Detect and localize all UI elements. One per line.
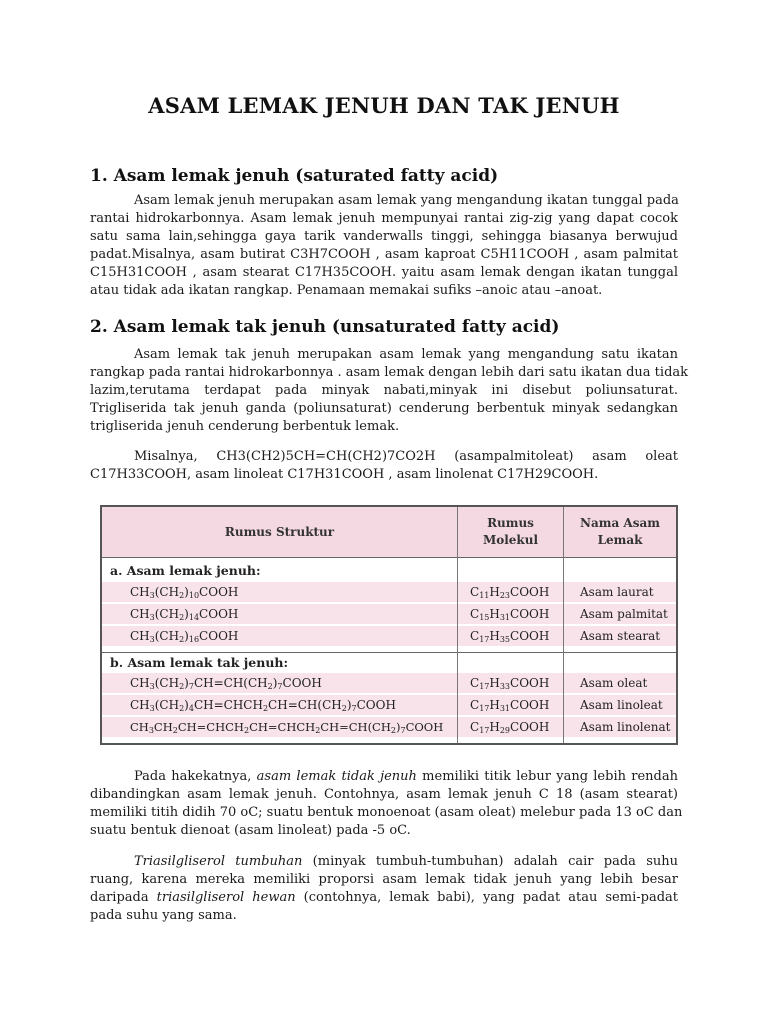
fatty-acid-table: [100, 505, 678, 745]
row-formula: $C_{17}H_{31}COOH$: [470, 698, 550, 713]
row-formula: $C_{17}H_{35}COOH$: [470, 629, 550, 644]
text-run: Pada hakekatnya,: [134, 769, 257, 784]
text-line: Asam lemak jenuh merupakan asam lemak yang mengandung ikatan tunggal pada: [134, 193, 679, 208]
row-acid-name: Asam oleat: [580, 676, 648, 690]
row-acid-name: Asam linolenat: [580, 720, 671, 734]
emphasis-text: Triasilgliserol tumbuhan: [134, 854, 303, 869]
row-structure: $CH_3(CH_2)_4CH=CHCH_2CH=CH(CH_2)_7COOH$: [130, 698, 396, 713]
table-divider: [102, 652, 676, 653]
text-line: rantai hidrokarbonnya. Asam lemak jenuh mempunyai rantai zig-zig yang dapat cocok: [90, 211, 678, 226]
text-line: memiliki titih didih 70 oC; suatu bentuk monoenoat (asam oleat) melebur pada 13 oC dan: [90, 805, 683, 820]
row-structure: $CH_3CH_2CH=CHCH_2CH=CHCH_2CH=CH(CH_2)_7COOH$: [130, 720, 444, 735]
section-1-heading: 1. Asam lemak jenuh (saturated fatty acid): [90, 166, 499, 186]
text-line: padat.Misalnya, asam butirat C3H7COOH , asam kaproat C5H11COOH , asam palmitat: [90, 247, 678, 262]
triacylglycerol-paragraph: [90, 853, 678, 925]
text-run: (minyak tumbuh-tumbuhan) adalah cair pada suhu: [302, 854, 678, 869]
text-line: suatu bentuk dienoat (asam linoleat) pada -5 oC.: [90, 823, 411, 838]
header-structure: Rumus Struktur: [224, 524, 335, 539]
text-line: satu sama lain,sehingga gaya tarik vanderwalls tinggi, sehingga biasanya berwujud: [90, 229, 678, 244]
row-formula: $C_{15}H_{31}COOH$: [470, 607, 550, 622]
row-structure: $CH_3(CH_2)_{14}COOH$: [130, 607, 239, 622]
emphasis-text: triasilgliserol hewan: [156, 890, 296, 905]
text-line: Misalnya, CH3(CH2)5CH=CH(CH2)7CO2H (asampalmitoleat) asam oleat: [134, 449, 678, 464]
header-molecular-line1: Rumus: [487, 516, 534, 530]
row-formula: $C_{11}H_{23}COOH$: [470, 585, 550, 600]
section-a-label: a. Asam lemak jenuh:: [110, 563, 261, 578]
section-1-paragraph: [90, 192, 678, 300]
text-run: (contohnya, lemak babi), yang padat atau semi-padat: [295, 890, 678, 905]
row-acid-name: Asam palmitat: [580, 607, 668, 621]
text-run: memiliki titik lebur yang lebih rendah: [416, 769, 678, 784]
row-acid-name: Asam stearat: [580, 629, 661, 643]
row-structure: $CH_3(CH_2)_{10}COOH$: [130, 585, 239, 600]
row-formula: $C_{17}H_{29}COOH$: [470, 720, 550, 735]
text-line: [90, 768, 678, 786]
row-acid-name: Asam linoleat: [580, 698, 663, 712]
text-line: C15H31COOH , asam stearat C17H35COOH. yaitu asam lemak dengan ikatan tunggal: [90, 265, 678, 280]
text-line: ruang, karena mereka memiliki proporsi asam lemak tidak jenuh yang lebih besar: [90, 872, 678, 887]
header-name-line1: Nama Asam: [580, 516, 660, 530]
text-line: lazim,terutama terdapat pada minyak nabati,minyak ini disebut poliunsaturat.: [90, 383, 678, 398]
header-molecular: [458, 507, 563, 557]
text-line: Trigliserida tak jenuh ganda (poliunsaturat) cenderung berbentuk minyak sedangkan: [90, 401, 678, 416]
emphasis-text: asam lemak tidak jenuh: [256, 769, 417, 784]
melting-point-paragraph: [90, 768, 683, 840]
column-divider: [457, 507, 458, 743]
row-formula: $C_{17}H_{33}COOH$: [470, 676, 550, 691]
section-2-paragraph: [90, 346, 689, 436]
text-line: dibandingkan asam lemak jenuh. Contohnya, asam lemak jenuh C 18 (asam stearat): [90, 787, 678, 802]
column-divider: [563, 507, 564, 743]
text-line: [90, 889, 678, 907]
text-line: [90, 853, 678, 871]
section-b-label: b. Asam lemak tak jenuh:: [110, 655, 289, 670]
text-line: trigliserida jenuh cenderung berbentuk lemak.: [90, 419, 400, 434]
row-structure: $CH_3(CH_2)_7CH=CH(CH_2)_7COOH$: [130, 676, 322, 691]
text-line: rangkap pada rantai hidrokarbonnya . asam lemak dengan lebih dari satu ikatan dua tidak: [90, 365, 689, 380]
text-run: daripada: [90, 890, 157, 905]
header-name: [564, 507, 676, 557]
header-molecular-line2: Molekul: [482, 533, 539, 547]
text-line: pada suhu yang sama.: [90, 908, 237, 923]
text-line: Asam lemak tak jenuh merupakan asam lemak yang mengandung satu ikatan: [134, 347, 678, 362]
row-structure: $CH_3(CH_2)_{16}COOH$: [130, 629, 239, 644]
header-name-line2: Lemak: [597, 533, 643, 547]
page-title: ASAM LEMAK JENUH DAN TAK JENUH: [148, 93, 620, 118]
examples-paragraph: [90, 448, 678, 484]
section-2-heading: 2. Asam lemak tak jenuh (unsaturated fatty acid): [90, 317, 560, 337]
text-line: atau tidak ada ikatan rangkap. Penamaan memakai sufiks –anoic atau –anoat.: [90, 283, 603, 298]
row-acid-name: Asam laurat: [580, 585, 654, 599]
text-line: C17H33COOH, asam linoleat C17H31COOH , asam linolenat C17H29COOH.: [90, 467, 599, 482]
